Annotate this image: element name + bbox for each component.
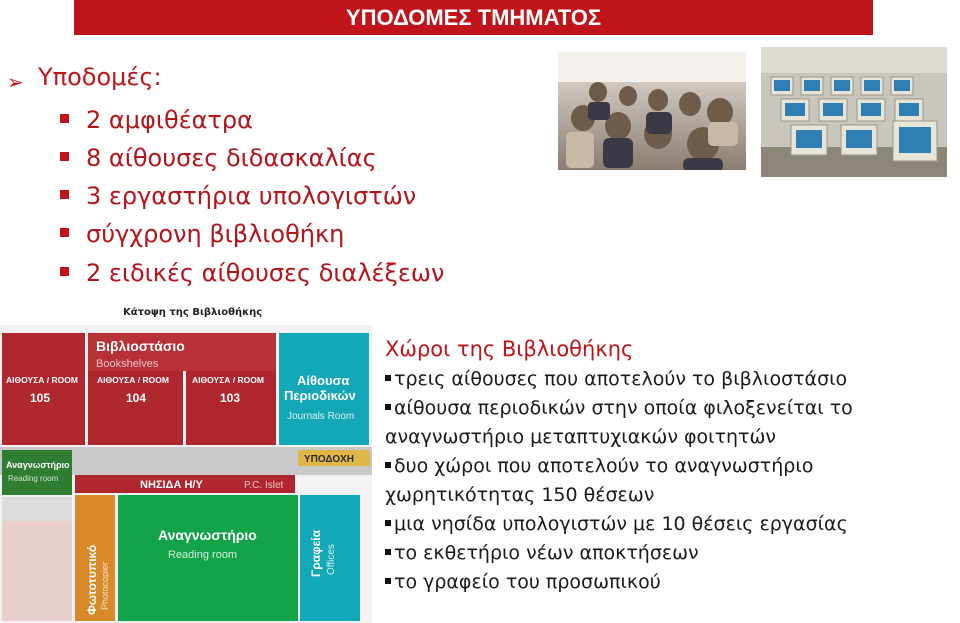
item-text: σύγχρονη βιβλιοθήκη xyxy=(86,220,345,248)
pc-islet-label-en: P.C. Islet xyxy=(244,480,284,491)
lecture-hall-photo xyxy=(558,52,746,170)
reading-room-label-en: Reading room xyxy=(168,549,238,561)
arrow-bullet-icon: ➢ xyxy=(7,70,24,94)
square-bullet-icon xyxy=(385,462,391,468)
photocopier-label-en: Photocopier xyxy=(100,561,110,610)
library-line xyxy=(385,397,853,419)
pc-islet-label: ΝΗΣΙΔΑ Η/Υ xyxy=(140,479,203,491)
offices-label-en: Offices xyxy=(326,544,337,575)
room-103-label: ΑΙΘΟΥΣΑ / ROOM xyxy=(192,375,264,385)
item-text: 3 εργαστήρια υπολογιστών xyxy=(86,182,417,210)
infrastructure-item xyxy=(60,259,444,287)
library-heading: Χώροι της Βιβλιοθήκης xyxy=(385,337,634,361)
library-floor-plan xyxy=(0,325,372,623)
bookshelves-label: Βιβλιοστάσιο xyxy=(96,338,185,354)
line-text: μια νησίδα υπολογιστών με 10 θέσεις εργασίας xyxy=(394,513,848,535)
small-reading-label-en: Reading room xyxy=(8,474,59,483)
library-line xyxy=(385,368,847,390)
square-bullet-icon xyxy=(60,267,69,276)
item-text: 2 αμφιθέατρα xyxy=(86,106,253,134)
library-line xyxy=(385,426,776,448)
square-bullet-icon xyxy=(385,375,391,381)
infrastructure-item xyxy=(60,220,344,248)
line-text: χωρητικότητας 150 θέσεων xyxy=(385,484,655,506)
library-line xyxy=(385,455,813,477)
square-bullet-icon xyxy=(60,114,69,123)
journals-label-2: Περιοδικών xyxy=(284,388,356,403)
library-line xyxy=(385,484,654,506)
bookshelves-label-en: Bookshelves xyxy=(96,358,159,370)
photocopier-label: Φωτοτυπικό xyxy=(85,544,99,615)
line-text: το γραφείο του προσωπικού xyxy=(394,571,661,593)
library-line xyxy=(385,571,661,593)
reception-label: ΥΠΟΔΟΧΗ xyxy=(304,454,354,465)
line-text: το εκθετήριο νέων αποκτήσεων xyxy=(394,542,699,564)
room-105 xyxy=(2,333,85,445)
room-104-number: 104 xyxy=(126,391,147,405)
computer-lab-photo xyxy=(761,47,947,177)
infrastructure-item xyxy=(60,144,377,172)
offices-label: Γραφεία xyxy=(309,529,323,577)
page-title: ΥΠΟΔΟΜΕΣ ΤΜΗΜΑΤΟΣ xyxy=(345,5,602,30)
library-line xyxy=(385,542,699,564)
library-line xyxy=(385,513,848,535)
line-text: δυο χώροι που αποτελούν το αναγνωστήριο xyxy=(394,455,814,477)
square-bullet-icon xyxy=(385,578,391,584)
small-reading-label: Αναγνωστήριο xyxy=(6,460,70,470)
infrastructure-heading: Υποδομές: xyxy=(38,63,162,91)
reading-room-small xyxy=(2,450,72,495)
item-text: 2 ειδικές αίθουσες διαλέξεων xyxy=(86,259,445,287)
reading-room-label: Αναγνωστήριο xyxy=(158,527,257,543)
square-bullet-icon xyxy=(60,152,69,161)
journals-label-en: Journals Room xyxy=(287,411,355,422)
square-bullet-icon xyxy=(385,404,391,410)
square-bullet-icon xyxy=(385,549,391,555)
room-104-label: ΑΙΘΟΥΣΑ / ROOM xyxy=(97,375,169,385)
floor-plan-caption: Κάτοψη της Βιβλιοθήκης xyxy=(123,307,263,318)
line-text: τρεις αίθουσες που αποτελούν το βιβλιοστάσιο xyxy=(394,368,848,390)
square-bullet-icon xyxy=(60,228,69,237)
square-bullet-icon xyxy=(385,520,391,526)
room-103-number: 103 xyxy=(220,391,241,405)
infrastructure-item xyxy=(60,106,253,134)
infrastructure-item xyxy=(60,182,416,210)
item-text: 8 αίθουσες διδασκαλίας xyxy=(86,144,377,172)
journals-label-1: Αίθουσα xyxy=(297,373,350,388)
line-text: αίθουσα περιοδικών στην οποία φιλοξενείται το xyxy=(394,397,853,419)
room-105-label: ΑΙΘΟΥΣΑ / ROOM xyxy=(6,375,78,385)
square-bullet-icon xyxy=(60,190,69,199)
line-text: αναγνωστήριο μεταπτυχιακών φοιτητών xyxy=(385,426,777,448)
room-105-number: 105 xyxy=(30,391,51,405)
